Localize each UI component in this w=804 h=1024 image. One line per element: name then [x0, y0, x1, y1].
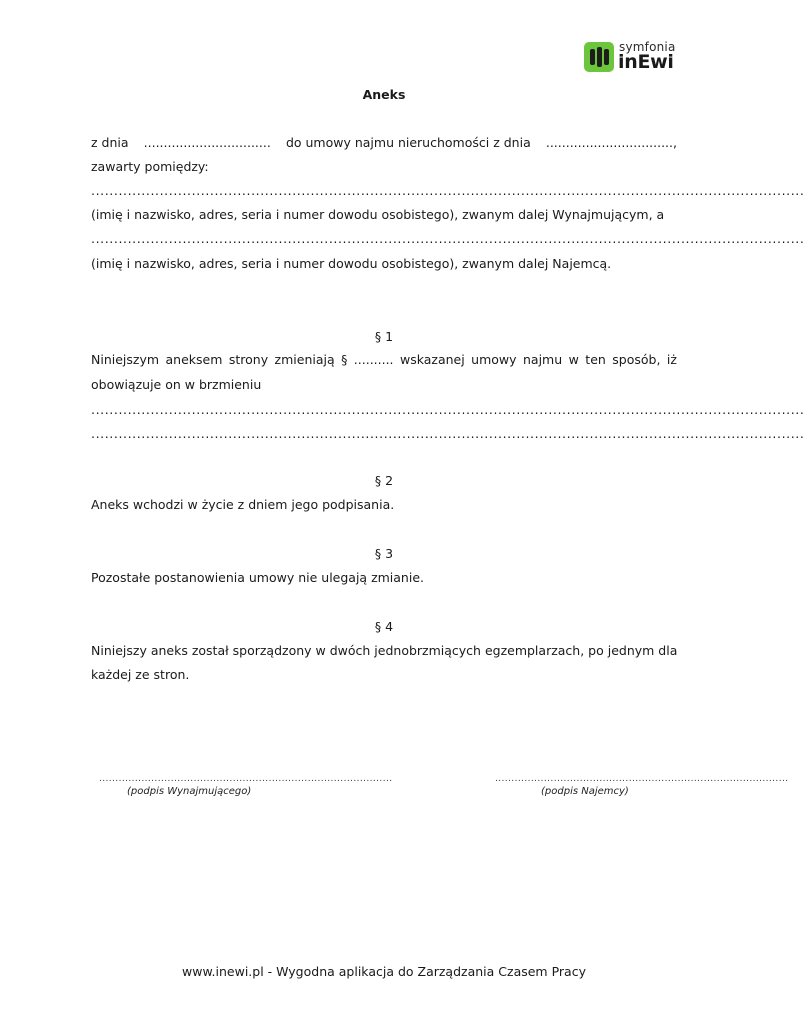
party2-description: (imię i nazwisko, adres, seria i numer dowodu osobistego), zwanym dalej Najemcą. — [91, 256, 612, 271]
section-4-number: § 4 — [374, 619, 394, 634]
page-footer: www.inewi.pl - Wygodna aplikacja do Zarządzania Czasem Pracy — [182, 964, 586, 979]
section-2-text: Aneks wchodzi w życie z dniem jego podpisania. — [91, 497, 395, 512]
signature-line-landlord: .......................................................................................... — [99, 774, 393, 784]
logo-brand-small: symfonia — [619, 40, 676, 54]
intro-text-contract: do umowy najmu nieruchomości z dnia — [285, 135, 531, 150]
intro-text-z-dnia: z dnia — [91, 135, 129, 150]
party2-blank: ............................................................................................................................................................ — [91, 231, 804, 246]
intro-contract-date-blank: ................................, — [545, 135, 677, 150]
section-4-line2: każdej ze stron. — [91, 667, 190, 682]
section-1-word: § — [341, 352, 348, 367]
section-1-word: najmu — [523, 352, 563, 367]
section-1-line2: obowiązuje on w brzmieniu — [91, 377, 262, 392]
signature-line-tenant: .......................................................................................... — [495, 774, 789, 784]
section-1-word: aneksem — [165, 352, 223, 367]
section-1-word: ten — [585, 352, 606, 367]
section-1-word: zmieniają — [274, 352, 335, 367]
document-title: Aneks — [362, 87, 406, 102]
signature-label-landlord: (podpis Wynajmującego) — [127, 786, 252, 797]
section-1-number: § 1 — [374, 329, 394, 344]
symfonia-inewi-logo — [584, 40, 680, 74]
section-2-number: § 2 — [374, 473, 394, 488]
logo-brand-big: inEwi — [618, 51, 674, 73]
signature-label-tenant: (podpis Najemcy) — [541, 786, 629, 797]
section-1-word: Niniejszym — [91, 352, 160, 367]
intro-date-line — [91, 135, 677, 151]
intro-date-blank: ................................ — [143, 135, 271, 150]
section-1-paragraph-blank: .......... — [353, 352, 394, 367]
section-1-word: w — [568, 352, 579, 367]
section-1-word: sposób, — [612, 352, 661, 367]
section-1-word: iż — [666, 352, 677, 367]
section-1-blank-b: ............................................................................................................................................................ — [91, 426, 804, 441]
logo-mark-icon — [584, 42, 614, 72]
section-1-word: umowy — [471, 352, 517, 367]
party1-description: (imię i nazwisko, adres, seria i numer dowodu osobistego), zwanym dalej Wynajmującym, a — [91, 207, 665, 222]
section-1-word: strony — [228, 352, 269, 367]
section-4-line1: Niniejszy aneks został sporządzony w dwóch jednobrzmiących egzemplarzach, po jednym dla — [91, 643, 678, 658]
section-3-number: § 3 — [374, 546, 394, 561]
section-1-blank-a: ............................................................................................................................................................ — [91, 402, 804, 417]
section-1-word: wskazanej — [399, 352, 465, 367]
section-3-text: Pozostałe postanowienia umowy nie ulegają zmianie. — [91, 570, 424, 585]
section-1-line1 — [91, 352, 677, 368]
party1-blank: ............................................................................................................................................................ — [91, 183, 804, 198]
intro-between-text: zawarty pomiędzy: — [91, 159, 209, 174]
